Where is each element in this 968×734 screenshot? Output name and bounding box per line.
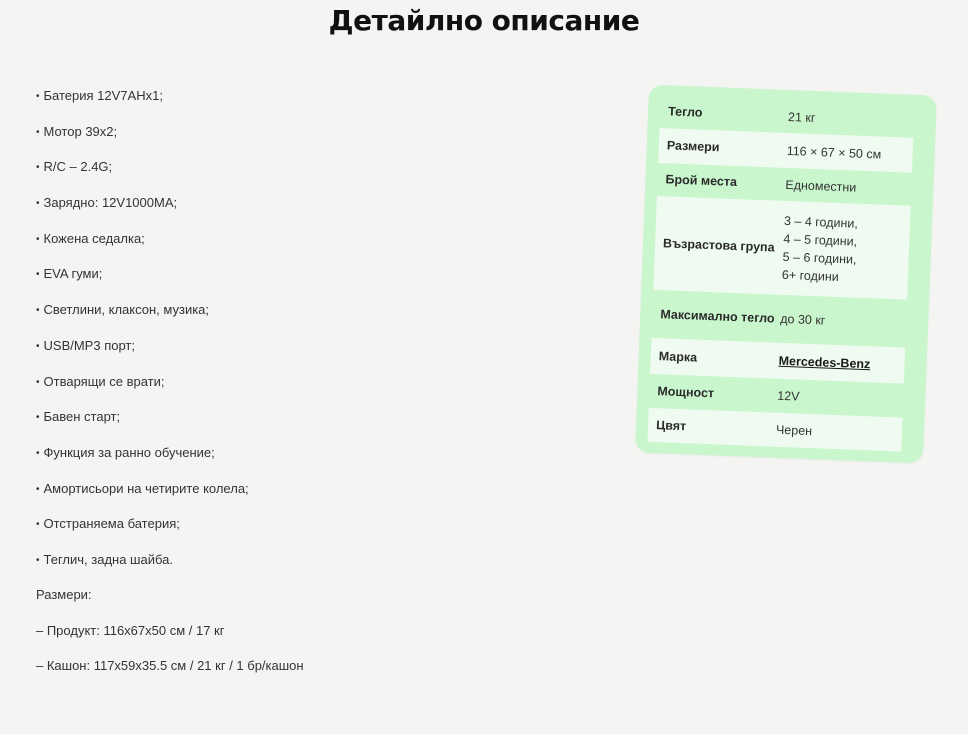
- dimensions-block: [36, 585, 596, 692]
- spec-key: Мощност: [657, 383, 715, 400]
- bullet-icon: •: [36, 269, 40, 281]
- bullet-icon: •: [36, 198, 40, 210]
- dimensions-carton: – Кашон: 117x59x35.5 см / 21 кг / 1 бр/кашон: [36, 658, 304, 674]
- feature-item: • Функция за ранно обучение;: [36, 443, 596, 479]
- spec-key: Размери: [666, 138, 720, 155]
- spec-key: Брой места: [665, 172, 738, 190]
- feature-item: • Отстраняема батерия;: [36, 514, 596, 550]
- feature-list: [36, 86, 596, 586]
- feature-item: • R/C – 2.4G;: [36, 157, 596, 193]
- bullet-icon: •: [36, 305, 40, 317]
- bullet-icon: •: [36, 447, 40, 459]
- dimensions-label: Размери:: [36, 587, 92, 602]
- spec-row-age-group: [653, 196, 910, 300]
- bullet-icon: •: [36, 91, 40, 102]
- specs-table: [647, 95, 914, 451]
- spec-value: [778, 352, 905, 375]
- bullet-icon: •: [36, 233, 40, 245]
- feature-item: • Светлини, клаксон, музика;: [36, 300, 596, 336]
- spec-value: 21 кг: [787, 109, 816, 125]
- section-heading: Детайлно описание: [328, 4, 640, 37]
- bullet-icon: •: [36, 340, 40, 352]
- feature-item: • Зарядно: 12V1000MA;: [36, 193, 596, 229]
- bullet-icon: •: [36, 554, 40, 566]
- spec-value: 12V: [777, 388, 800, 404]
- bullet-icon: •: [36, 519, 40, 531]
- spec-value: Черен: [775, 422, 813, 439]
- spec-key: Цвят: [655, 417, 687, 433]
- feature-item: • Мотор 39x2;: [36, 122, 596, 158]
- brand-link[interactable]: Mercedes-Benz: [778, 353, 871, 372]
- feature-item: • Отварящи се врати;: [36, 372, 596, 408]
- feature-item: • EVA гуми;: [36, 264, 596, 300]
- dimensions-product: – Продукт: 116x67x50 см / 17 кг: [36, 622, 225, 638]
- bullet-icon: •: [36, 376, 40, 388]
- spec-value: 116 × 67 × 50 см: [786, 143, 882, 162]
- spec-key: Тегло: [667, 104, 703, 120]
- spec-value: 3 – 4 години, 4 – 5 години, 5 – 6 години, 6+ години: [781, 213, 859, 285]
- spec-key: Марка: [658, 348, 698, 365]
- specs-card: [635, 85, 937, 464]
- bullet-icon: •: [36, 412, 40, 424]
- feature-item: • USB/MP3 порт;: [36, 336, 596, 372]
- spec-key: Възрастова група: [662, 235, 775, 255]
- bullet-icon: •: [36, 126, 40, 138]
- feature-item: • Батерия 12V7AHx1;: [36, 86, 596, 122]
- spec-key: Максимално тегло: [660, 306, 775, 326]
- feature-item: • Теглич, задна шайба.: [36, 550, 596, 586]
- spec-value: Едноместни: [785, 177, 857, 195]
- feature-item: • Амортисьори на четирите колела;: [36, 479, 596, 515]
- feature-item: • Бавен старт;: [36, 407, 596, 443]
- bullet-icon: •: [36, 483, 40, 495]
- bullet-icon: •: [36, 162, 40, 174]
- spec-value: до 30 кг: [780, 311, 826, 328]
- feature-item: • Кожена седалка;: [36, 229, 596, 265]
